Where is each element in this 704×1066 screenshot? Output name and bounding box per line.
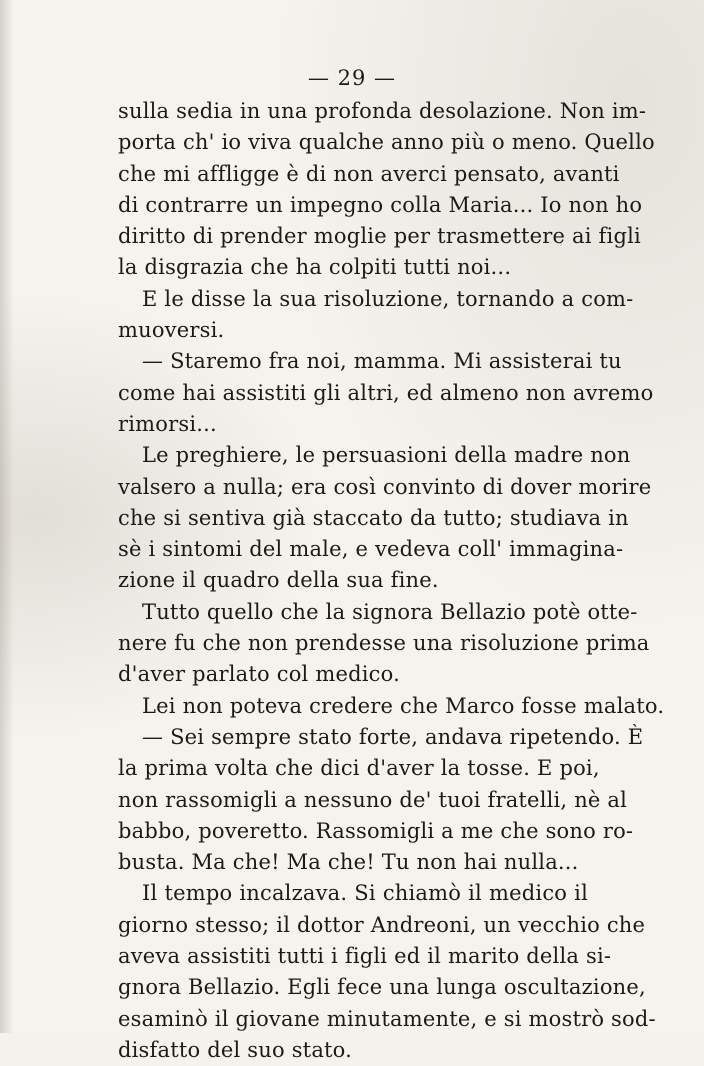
text-line: rimorsi... [118,411,217,436]
text-line: aveva assistiti tutti i figli ed il marito della si- [118,944,612,969]
text-line: E le disse la sua risoluzione, tornando a com- [142,286,634,311]
text-line: muoversi. [118,318,225,343]
page-number: — 29 — [307,66,397,90]
text-line: che si sentiva già staccato da tutto; studiava in [118,505,629,530]
text-line: d'aver parlato col medico. [118,662,400,687]
text-line: Le preghiere, le persuasioni della madre non [142,443,631,468]
text-line: sulla sedia in una profonda desolazione. Non im- [118,99,647,123]
text-line: di contrarre un impegno colla Maria... Io non ho [118,192,643,217]
text-line: nere fu che non prendesse una risoluzione prima [118,631,650,656]
text-line: — Staremo fra noi, mamma. Mi assisterai tu [142,349,622,374]
text-line: sè i sintomi del male, e vedeva coll' immagina- [118,537,624,562]
text-line: non rassomigli a nessuno de' tuoi fratelli, nè al [118,787,628,812]
text-line: busta. Ma che! Ma che! Tu non hai nulla... [118,850,579,875]
text-line: Tutto quello che la signora Bellazio potè otte- [142,599,638,624]
text-line: come hai assistiti gli altri, ed almeno non avremo [118,380,654,405]
text-line: giorno stesso; il dottor Andreoni, un vecchio che [118,912,646,937]
page-edge-shadow [0,0,14,1033]
text-line: Lei non poteva credere che Marco fosse malato. [142,693,665,718]
text-line: babbo, poveretto. Rassomigli a me che sono ro- [118,818,634,843]
text-line: Il tempo incalzava. Si chiamò il medico il [142,881,588,906]
text-line: — Sei sempre stato forte, andava ripetendo. È [142,724,644,749]
text-line: esaminò il giovane minutamente, e si mostrò sod- [118,1006,656,1031]
text-line: zione il quadro della sua fine. [118,568,439,593]
text-line: che mi affligge è di non averci pensato, avanti [118,161,620,186]
body-text [118,96,665,1066]
text-line: porta ch' io viva qualche anno più o meno. Quello [118,130,655,155]
text-line: la prima volta che dici d'aver la tosse. E poi, [118,756,600,781]
text-line: disfatto del suo stato. [118,1037,353,1062]
text-line: valsero a nulla; era così convinto di dover morire [118,474,652,499]
text-line: gnora Bellazio. Egli fece una lunga oscultazione, [118,975,646,1000]
text-line: diritto di prender moglie per trasmettere ai figli [118,224,641,249]
text-line: la disgrazia che ha colpiti tutti noi... [118,255,512,280]
